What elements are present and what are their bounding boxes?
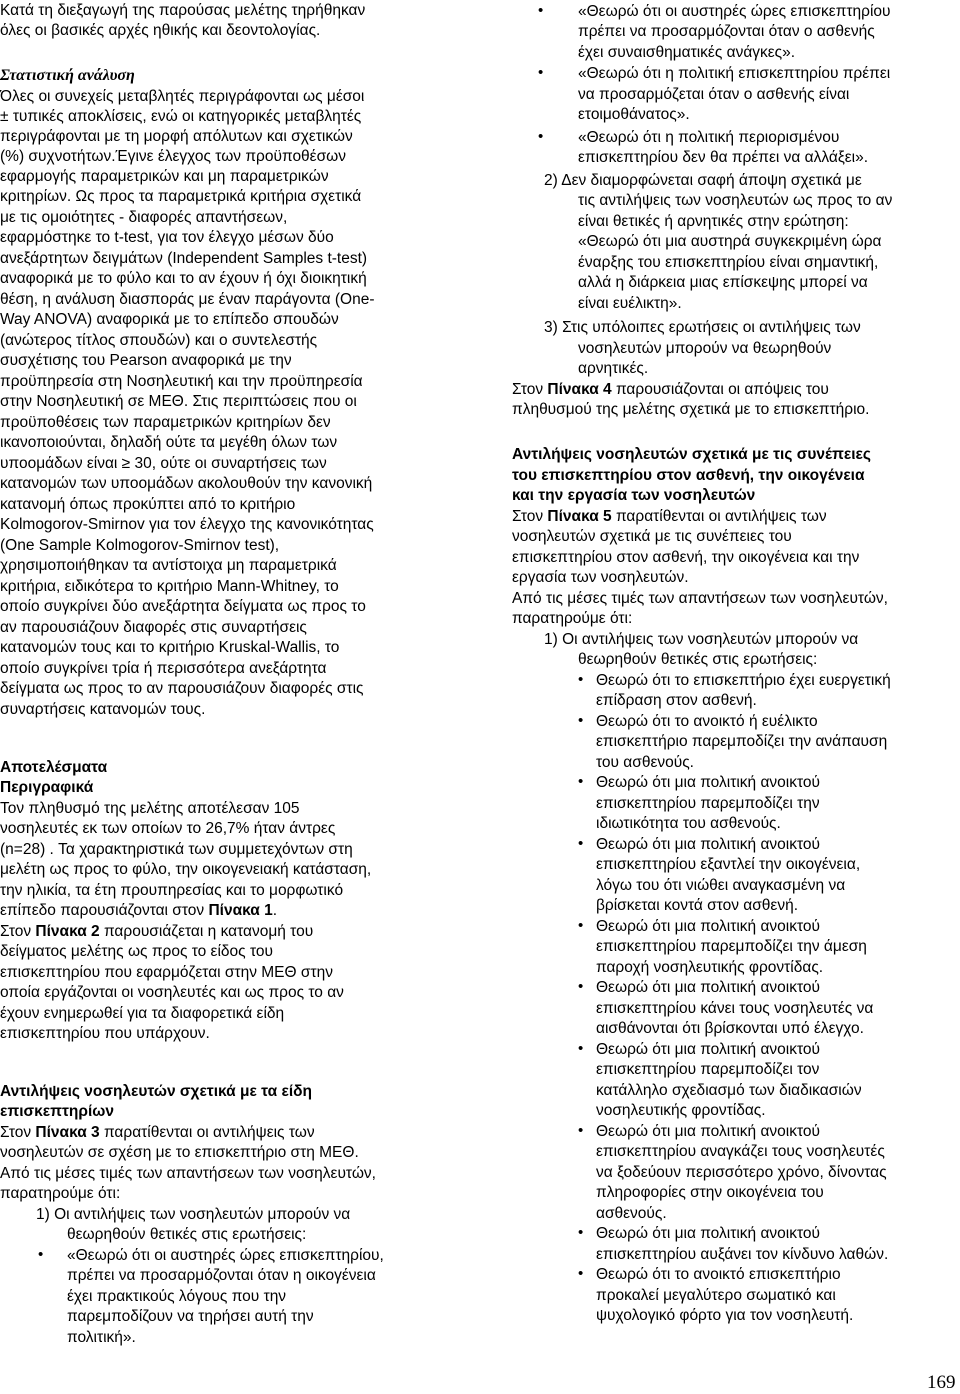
table-reference: Πίνακα 4	[547, 381, 612, 398]
text-line: επισκεπτηρίου παρεμποδίζει τον	[596, 1061, 820, 1078]
text-line: πληροφορίες στην οικογένεια του	[596, 1184, 824, 1201]
table-reference: Πίνακα 5	[547, 508, 612, 525]
text-line: Στον Πίνακα 4 παρουσιάζονται οι απόψεις του	[512, 381, 829, 398]
text-line: κριτήρια, ειδικότερα το κριτήριο Mann-Whitney, το	[0, 578, 339, 595]
text-line: κατανομή όπως προκύπτει από το κριτήριο	[0, 496, 296, 513]
text-line: είναι ευέλικτη».	[578, 295, 682, 312]
text-line: επισκεπτηρίου που υπάρχουν.	[0, 1025, 210, 1042]
text-line: προκαλεί μεγαλύτερο σωματικό και	[596, 1287, 836, 1304]
bullet-icon: •	[578, 773, 584, 790]
text-line: κατάλληλο σχεδιασμό των διαδικασιών	[596, 1082, 862, 1099]
text-line: Θεωρώ ότι μια πολιτική ανοικτού	[596, 836, 820, 853]
table-reference: Πίνακα 3	[35, 1124, 100, 1141]
text-line: Θεωρώ ότι μια πολιτική ανοικτού	[596, 1041, 820, 1058]
text-line: πρέπει να προσαρμόζονται όταν ο ασθενής	[578, 23, 875, 40]
text-line: δείγματα ως προς το αν παρουσιάζουν διαφορές στις	[0, 680, 364, 697]
text-line: (n=28) . Τα χαρακτηριστικά των συμμετεχόντων στη	[0, 841, 353, 858]
text-line: έχει συναισθηματικές ανάγκες».	[578, 44, 796, 61]
text-line: ικανοποιούνται, δηλαδή ούτε τα μεγέθη όλων των	[0, 434, 338, 451]
section-heading: Αντιλήψεις νοσηλευτών σχετικά με τα είδη	[0, 1083, 312, 1100]
text-line: Θεωρώ ότι το ανοικτό ή ευέλικτο	[596, 713, 818, 730]
text-line: (ανώτερος τίτλος σπουδών) και ο συντελεστής	[0, 332, 318, 349]
text-line: εφαρμογής παραμετρικών και μη παραμετρικών	[0, 168, 329, 185]
text-line: Θεωρώ ότι μια πολιτική ανοικτού	[596, 774, 820, 791]
text-line: επισκεπτηρίου εξαντλεί την οικογένεια,	[596, 856, 861, 873]
bullet-icon: •	[578, 978, 584, 995]
text-line: Τον πληθυσμό της μελέτης αποτέλεσαν 105	[0, 800, 300, 817]
text-line: συσχέτισης του Pearson αναφορικά με την	[0, 352, 292, 369]
text-line: αναφορικά με το φύλο και το αν έχουν ή όχι διοικητική	[0, 270, 367, 287]
text-line: κατανομών των υποομάδων ακολουθούν την κανονική	[0, 475, 373, 492]
section-heading: Αποτελέσματα	[0, 759, 108, 776]
bullet-icon: •	[538, 64, 544, 81]
text-line: ± τυπικές αποκλίσεις, ενώ οι κατηγορικές μεταβλητές	[0, 108, 362, 125]
text-line: πολιτική».	[67, 1329, 136, 1346]
text-line: νοσηλευτικής φροντίδας.	[596, 1102, 766, 1119]
bullet-icon: •	[578, 712, 584, 729]
text-line: Θεωρώ ότι το επισκεπτήριο έχει ευεργετική	[596, 672, 891, 689]
text-line: (%) συχνοτήτων.Έγινε έλεγχος των προϋποθέσων	[0, 148, 347, 165]
text-line: με τις ομοιότητες - διαφορές απαντήσεων,	[0, 209, 288, 226]
text-line: επισκεπτηρίου αναγκάζει τους νοσηλευτές	[596, 1143, 885, 1160]
text-line: έχουν ενημερωθεί για τα διαφορετικά είδη	[0, 1005, 285, 1022]
text-line: στην Νοσηλευτική σε ΜΕΘ. Στις περιπτώσεις που οι	[0, 393, 357, 410]
text-line: 3) Στις υπόλοιπες ερωτήσεις οι αντιλήψεις των	[544, 319, 861, 336]
text-line: «Θεωρώ ότι μια αυστηρά συγκεκριμένη ώρα	[578, 233, 882, 250]
text-line: «Θεωρώ ότι οι αυστηρές ώρες επισκεπτηρίου	[578, 3, 891, 20]
text-line: αλλά η διάρκεια μιας επίσκεψης μπορεί να	[578, 274, 868, 291]
text-line: εργασία των νοσηλευτών.	[512, 569, 689, 586]
text-line: περιγράφονται με τη μορφή απόλυτων και σχετικών	[0, 128, 353, 145]
text-line: δείγματος μελέτης ως προς το είδος του	[0, 943, 273, 960]
text-line: ψυχολογικό φόρτο για τον νοσηλευτή.	[596, 1307, 854, 1324]
text-line: παροχή νοσηλευτικής φροντίδας.	[596, 959, 824, 976]
text-line: επισκεπτήριο παρεμποδίζει την ανάπαυση	[596, 733, 888, 750]
text-line: κατανομών τους και το κριτήριο Kruskal-Wallis, το	[0, 639, 340, 656]
text-line: οποίο συγκρίνει δύο ανεξάρτητα δείγματα ως προς το	[0, 598, 366, 615]
text-line: 2) Δεν διαμορφώνεται σαφή άποψη σχετικά με	[544, 172, 862, 189]
text-line: υποομάδων είναι ≥ 30, ούτε οι συναρτήσεις των	[0, 455, 327, 472]
text-line: επίδραση στον ασθενή.	[596, 692, 757, 709]
text-line: οποίο συγκρίνει τρία ή περισσότερα ανεξάρτητα	[0, 660, 327, 677]
bullet-icon: •	[38, 1246, 44, 1263]
text-line: παρεμποδίζουν να τηρήσει αυτή την	[67, 1308, 314, 1325]
text-line: παρατηρούμε ότι:	[512, 610, 633, 627]
text-line: προϋπηρεσία στη Νοσηλευτική και την προϋπηρεσία	[0, 373, 363, 390]
text-line: κριτηρίων. Ως προς τα παραμετρικά κριτήρια σχετικά	[0, 188, 362, 205]
text-line: Θεωρώ ότι μια πολιτική ανοικτού	[596, 918, 820, 935]
text-line: έναρξης του επισκεπτηρίου είναι σημαντική,	[578, 254, 879, 271]
section-heading: Αντιλήψεις νοσηλευτών σχετικά με τις συνέπειες	[512, 446, 871, 463]
text-line: νοσηλευτών μπορούν να θεωρηθούν	[578, 340, 832, 357]
text-line: επισκεπτηρίου δεν θα πρέπει να αλλάξει».	[578, 149, 869, 166]
text-line: 1) Οι αντιλήψεις των νοσηλευτών μπορούν να	[544, 631, 859, 648]
text-line: «Θεωρώ ότι η πολιτική περιορισμένου	[578, 129, 840, 146]
text-line: να ξοδεύουν περισσότερο χρόνο, δίνοντας	[596, 1164, 887, 1181]
text-line: λόγω του ότι νιώθει αναγκασμένη να	[596, 877, 846, 894]
text-line: θεωρηθούν θετικές στις ερωτήσεις:	[578, 651, 818, 668]
text-line: έχει πρακτικούς λόγους που την	[67, 1288, 287, 1305]
text-line: θεωρηθούν θετικές στις ερωτήσεις:	[67, 1226, 307, 1243]
text-line: χρησιμοποιήθηκαν τα αντίστοιχα μη παραμετρικά	[0, 557, 337, 574]
text-line: να προσαρμόζεται όταν ο ασθενής είναι	[578, 86, 850, 103]
text-line: Όλες οι συνεχείς μεταβλητές περιγράφονται ως μέσοι	[0, 88, 365, 105]
text-line: του ασθενούς.	[596, 754, 694, 771]
section-heading: και την εργασία των νοσηλευτών	[512, 487, 756, 504]
text-line: Θεωρώ ότι μια πολιτική ανοικτού	[596, 979, 820, 996]
text-line: Από τις μέσες τιμές των απαντήσεων των νοσηλευτών,	[512, 590, 888, 607]
bullet-icon: •	[578, 1122, 584, 1139]
text-line: εφαρμόστηκε το t-test, για τον έλεγχο μέσων δύο	[0, 229, 334, 246]
page-number: 169	[927, 1372, 956, 1393]
text-line: πληθυσμού της μελέτης σχετικά με το επισκεπτήριο.	[512, 401, 870, 418]
text-line: θέση, η ανάλυση διασποράς με έναν παράγοντα (One-	[0, 291, 375, 308]
text-line: Kolmogorov-Smirnov για τον έλεγχο της κανονικότητας	[0, 516, 374, 533]
bullet-icon: •	[578, 917, 584, 934]
text-line: Way ANOVA) αναφορικά με το επίπεδο σπουδών	[0, 311, 339, 328]
text-line: επισκεπτηρίου που εφαρμόζεται στην ΜΕΘ στην	[0, 964, 333, 981]
text-line: Από τις μέσες τιμές των απαντήσεων των νοσηλευτών,	[0, 1165, 376, 1182]
table-reference: Πίνακα 1	[208, 902, 273, 919]
text-line: επισκεπτηρίου κάνει τους νοσηλευτές να	[596, 1000, 874, 1017]
text-line: την ηλικία, τα έτη προυπηρεσίας και το μορφωτικό	[0, 882, 344, 899]
text-line: Στον Πίνακα 2 παρουσιάζεται η κατανομή του	[0, 923, 314, 940]
bullet-icon: •	[538, 2, 544, 19]
text-line: νοσηλευτών σχετικά με τις συνέπειες του	[512, 528, 792, 545]
bullet-icon: •	[578, 835, 584, 852]
text-line: επισκεπτηρίου στον ασθενή, την οικογένεια και την	[512, 549, 860, 566]
text-line: (One Sample Kolmogorov-Smirnov test),	[0, 537, 280, 554]
text-line: συναρτήσεις κατανομών τους.	[0, 701, 206, 718]
section-heading: του επισκεπτηρίου στον ασθενή, την οικογένεια	[512, 467, 865, 484]
text-line: «Θεωρώ ότι οι αυστηρές ώρες επισκεπτηρίου,	[67, 1247, 384, 1264]
section-heading: επισκεπτηρίων	[0, 1103, 114, 1120]
text-line: επισκεπτηρίου παρεμποδίζει την	[596, 795, 820, 812]
bullet-icon: •	[538, 128, 544, 145]
text-line: προϋποθέσεις των παραμετρικών κριτηρίων δεν	[0, 414, 331, 431]
bullet-icon: •	[578, 671, 584, 688]
text-line: μελέτη ως προς το φύλο, την οικογενειακή κατάσταση,	[0, 861, 372, 878]
text-line: Θεωρώ ότι μια πολιτική ανοικτού	[596, 1225, 820, 1242]
text-line: ιδιωτικότητα του ασθενούς.	[596, 815, 781, 832]
text-line: αισθάνονται ότι βρίσκονται υπό έλεγχο.	[596, 1020, 864, 1037]
text-line: όλες οι βασικές αρχές ηθικής και δεοντολογίας.	[0, 22, 321, 39]
text-line: «Θεωρώ ότι η πολιτική επισκεπτηρίου πρέπει	[578, 65, 891, 82]
bullet-icon: •	[578, 1040, 584, 1057]
text-line: Θεωρώ ότι το ανοικτό επισκεπτήριο	[596, 1266, 841, 1283]
bullet-icon: •	[578, 1265, 584, 1282]
text-line: αρνητικές.	[578, 360, 649, 377]
text-line: Στον Πίνακα 5 παρατίθενται οι αντιλήψεις των	[512, 508, 827, 525]
text-line: ασθενούς.	[596, 1205, 667, 1222]
text-line: επισκεπτηρίου παρεμποδίζει την άμεση	[596, 938, 867, 955]
text-line: παρατηρούμε ότι:	[0, 1185, 121, 1202]
bullet-icon: •	[578, 1224, 584, 1241]
text-line: επίπεδο παρουσιάζονται στον Πίνακα 1.	[0, 902, 278, 919]
text-line: ανεξάρτητων δειγμάτων (Independent Samples t-test)	[0, 250, 368, 267]
text-line: Κατά τη διεξαγωγή της παρούσας μελέτης τηρήθηκαν	[0, 2, 366, 19]
text-line: είναι θετικές ή αρνητικές στην ερώτηση:	[578, 213, 849, 230]
text-line: αν παρουσιάζουν διαφορές στις συναρτήσεις	[0, 619, 307, 636]
text-line: Στον Πίνακα 3 παρατίθενται οι αντιλήψεις των	[0, 1124, 315, 1141]
text-line: νοσηλευτές εκ των οποίων το 26,7% ήταν άντρες	[0, 820, 336, 837]
text-line: νοσηλευτών σε σχέση με το επισκεπτήριο στη ΜΕΘ.	[0, 1144, 359, 1161]
text-line: 1) Οι αντιλήψεις των νοσηλευτών μπορούν να	[36, 1206, 351, 1223]
section-heading: Στατιστική ανάλυση	[0, 67, 135, 84]
text-line: βρίσκεται κοντά στον ασθενή.	[596, 897, 798, 914]
text-line: οποία εργάζονται οι νοσηλευτές και ως προς το αν	[0, 984, 344, 1001]
text-line: Θεωρώ ότι μια πολιτική ανοικτού	[596, 1123, 820, 1140]
text-line: ετοιμοθάνατος».	[578, 106, 690, 123]
text-line: τις αντιλήψεις των νοσηλευτών ως προς το αν	[578, 192, 893, 209]
subsection-heading: Περιγραφικά	[0, 779, 94, 796]
table-reference: Πίνακα 2	[35, 923, 100, 940]
text-line: πρέπει να προσαρμόζονται όταν η οικογένεια	[67, 1267, 376, 1284]
text-line: επισκεπτηρίου αυξάνει τον κίνδυνο λαθών.	[596, 1246, 889, 1263]
